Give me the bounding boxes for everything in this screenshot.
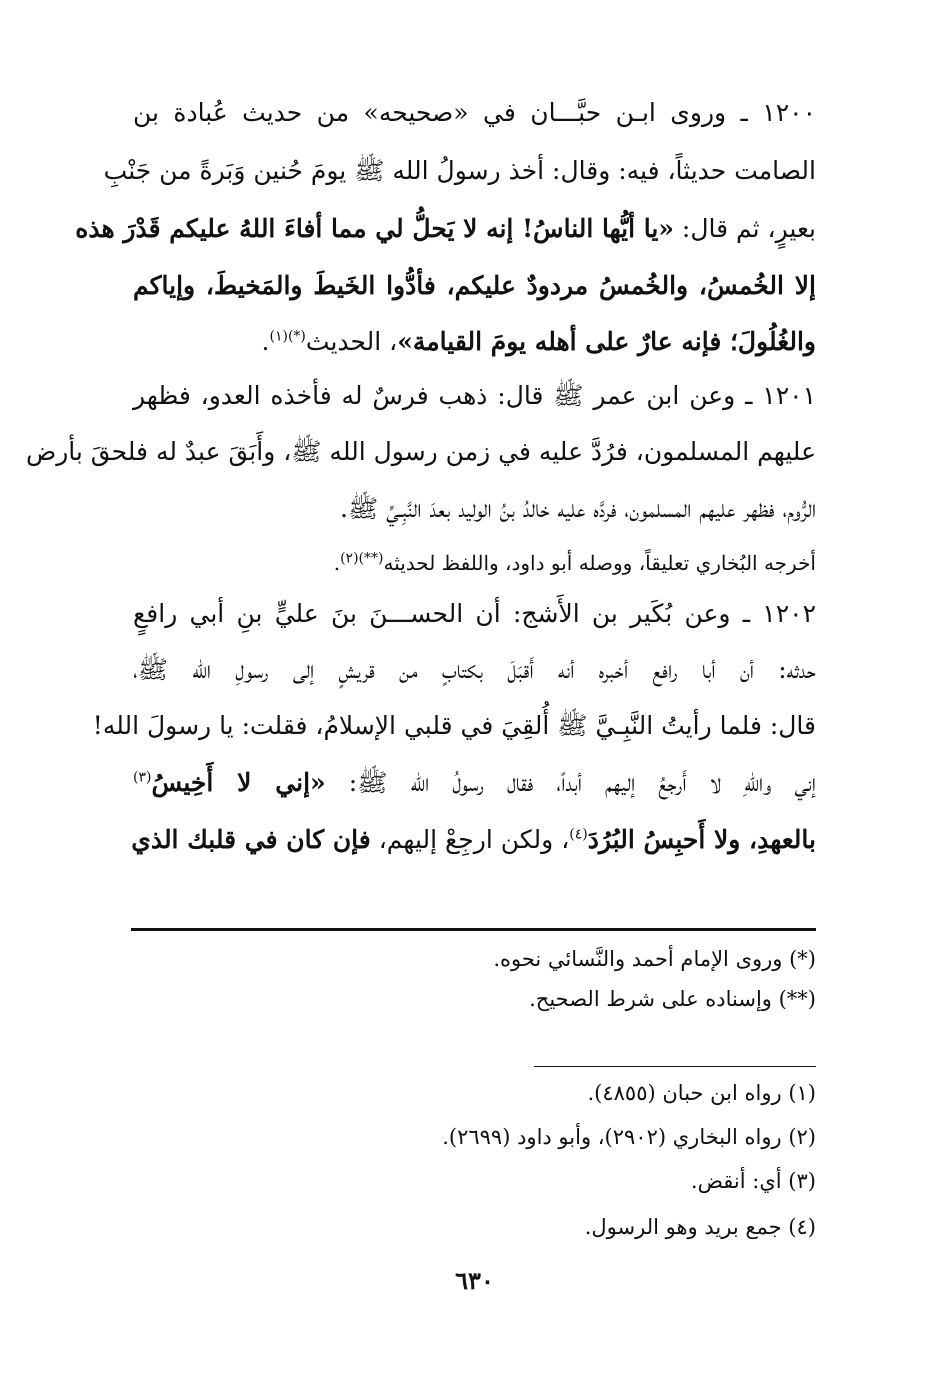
star-note-1: (*) وروى الإمام أحمد والنَّسائي نحوه.: [493, 947, 816, 971]
footnote-3: (٣) أي: أنقض.: [690, 1169, 816, 1193]
hadith-1202-line-1: ١٢٠٢ ـ وعن بُكَير بن الأَشج: أن الحســـنَ بنَ عليٍّ بنِ أبي رافعٍ: [133, 599, 816, 628]
hadith-1202-line-3: قال: فلما رأيتُ النَّبِـيَّ ﷺ أُلقِيَ في قلبي الإسلامُ، فقلت: يا رسولَ الله!: [92, 711, 816, 740]
footnote-1: (١) رواه ابن حبان (٤٨٥٥).: [587, 1081, 816, 1105]
hadith-1202-line-5: بالعهدِ، ولا أَحبِسُ البُرُدَ$^{(٤)}$، ولكن ارجِعْ إليهم، فإن كان في قلبك الذي: [131, 825, 816, 854]
hadith-1200-line-3: بعيرٍ، ثم قال: «يا أيُّها الناسُ! إنه لا يَحلُّ لي مما أفاءَ اللهُ عليكم قَدْرَ هذه: [75, 214, 816, 243]
hadith-1200-line-4: إلا الخُمسُ، والخُمسُ مردودٌ عليكم، فأدُّوا الخَيطَ والمَخيطَ، وإياكم: [133, 271, 816, 300]
hadith-1200-line-2: الصامت حديثاً، فيه: وقال: أخذ رسولُ الله ﷺ يومَ حُنين وَبَرةً من جَنْبِ: [103, 156, 816, 185]
star-note-2: (**) وإسناده على شرط الصحيح.: [529, 987, 816, 1011]
hadith-1200-line-1: ١٢٠٠ ـ وروى ابـن حبَّـــان في «صحيحه» من حديث عُبادة بن: [133, 98, 816, 127]
hadith-1201-line-3: الرُّوم، فظهر عليهم المسلمون، فردَّه عليه خالدُ بنُ الوليد بعدَ النَّبِـيِّ ﷺ.: [340, 494, 816, 523]
footnote-4: (٤) جمع بريد وهو الرسول.: [584, 1215, 816, 1239]
page-number: ٦٣٠: [455, 1266, 494, 1295]
hadith-1201-line-2: عليهم المسلمون، فرُدَّ عليه في زمن رسول الله ﷺ، وأَبَقَ عبدٌ له فلحقَ بأرض: [25, 437, 816, 466]
footnote-2: (٢) رواه البخاري (٢٩٠٢)، وأبو داود (٢٦٩٩).: [442, 1125, 816, 1149]
hadith-1202-line-2: حدثه: أن أبا رافع أخبره أنه أَقبَلَ بكتابٍ من قريشٍ إلى رسولِ الله ﷺ،: [133, 655, 816, 684]
footnote-divider: [534, 1066, 816, 1067]
text-footnote-divider: [131, 928, 816, 931]
hadith-1201-source: أخرجه البُخاري تعليقاً، ووصله أبو داود، واللفظ لحديثه$^{(**)(٢)}$.: [333, 550, 816, 575]
hadith-1202-line-4: إني واللهِ لا أَرجعُ إليهم أبداً، فقال رسولُ الله ﷺ: «إني لا أَخِيسُ$^{(٣)}$: [133, 768, 816, 797]
hadith-1201-line-1: ١٢٠١ ـ وعن ابن عمر ﷺ قال: ذهب فرسٌ له فأخذه العدو، فظهر: [133, 381, 816, 410]
hadith-1200-line-5: والغُلُولَ؛ فإنه عارٌ على أهله يومَ القيامة»، الحديث$^{(*)(١)}$.: [261, 327, 816, 356]
